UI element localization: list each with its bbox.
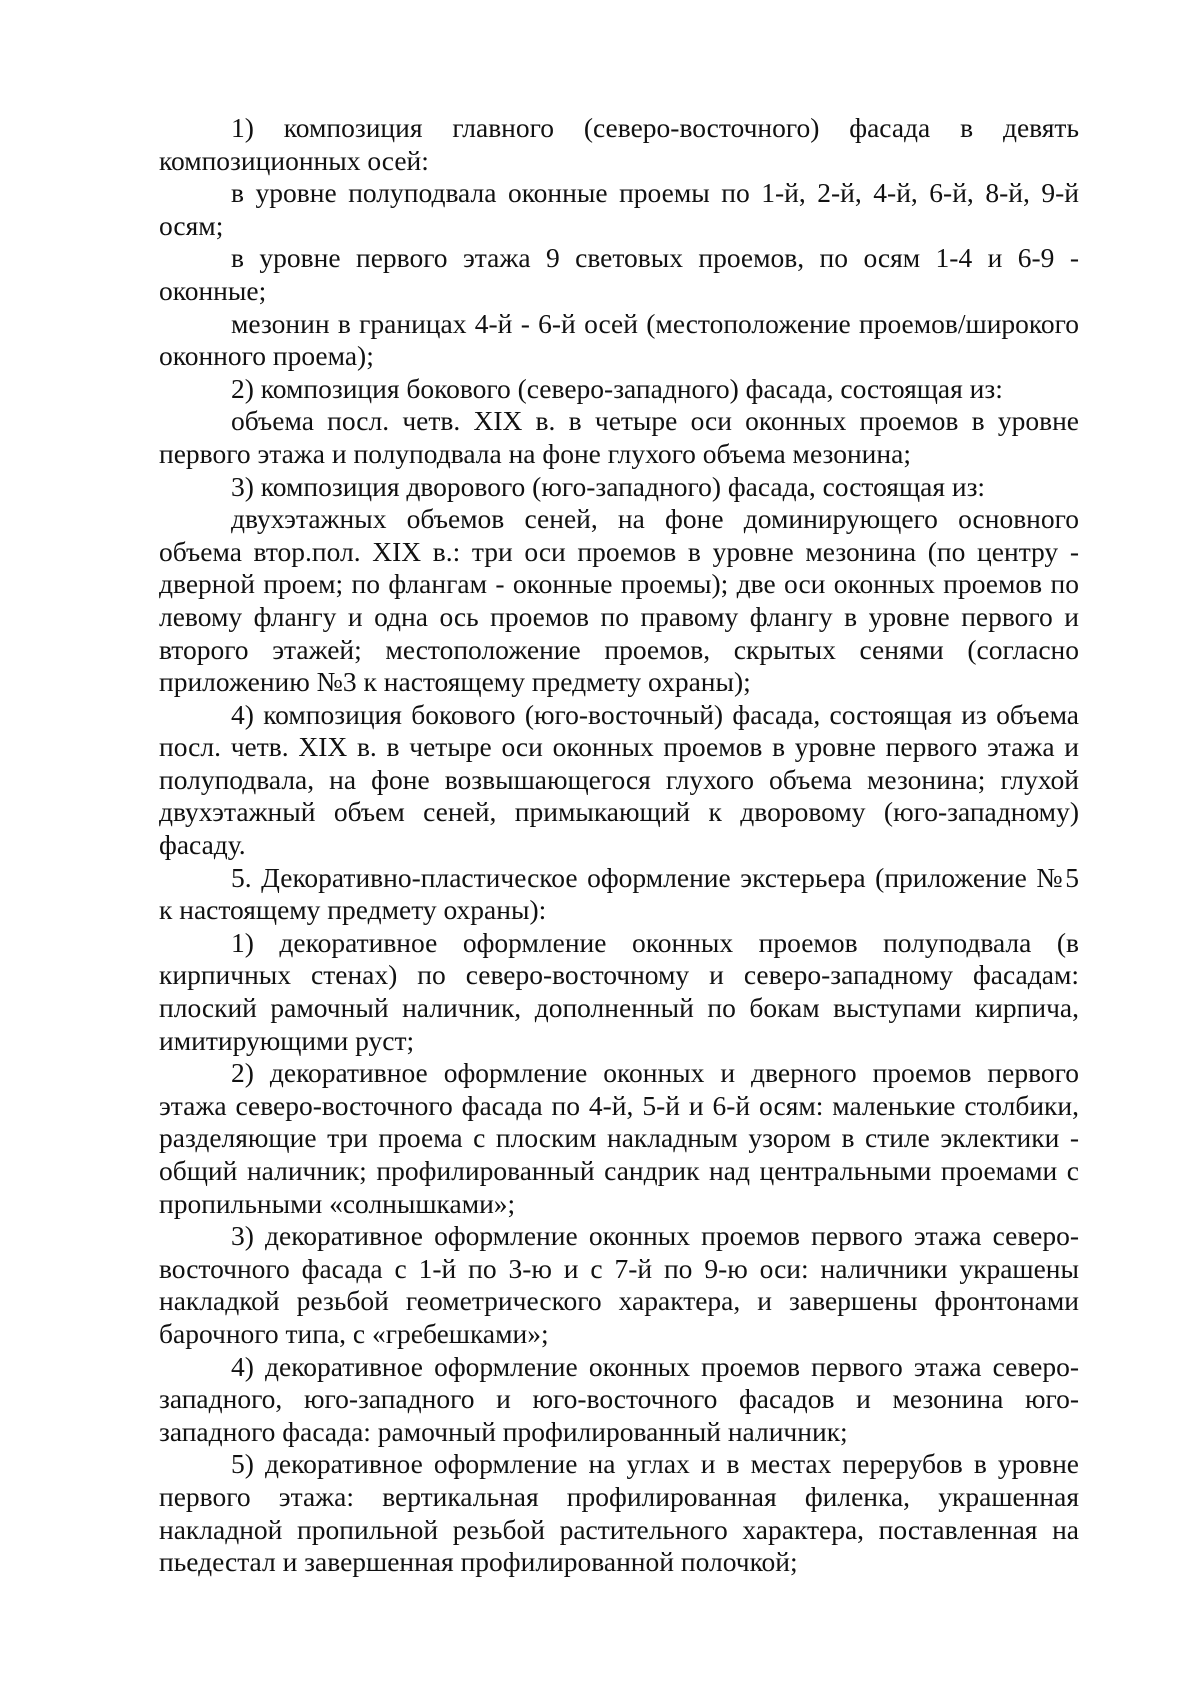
paragraph-facade-composition-3: 3) композиция дворового (юго-западного) фасада, состоящая из: [231, 470, 986, 502]
paragraph-decor-3: 3) декоративное оформление оконных проемов первого этажа северо-восточного фасада с 1-й по 3-ю и с 7-й по 9-ю оси: наличники украшены накладкой резьбой геометрического характера, и завершены фронтонами барочного типа, с «гребешками»; [159, 1220, 1079, 1349]
paragraph-decorative-exterior: 5. Декоративно-пластическое оформление экстерьера (приложение №5 к настоящему предмету охраны): [159, 861, 1079, 926]
paragraph-facade-composition-4: 4) композиция бокового (юго-восточный) фасада, состоящая из объема посл. четв. XIX в. в четыре оси оконных проемов в уровне первого этажа и полуподвала, на фоне возвышающегося глухого объема мезонина; глухой двухэтажный объем сеней, примыкающий к дворовому (юго-западному) фасаду. [159, 698, 1079, 861]
paragraph-facade-composition-1: 1) композиция главного (северо-восточного) фасада в девять композиционных осей: [159, 112, 1079, 176]
paragraph-decor-2: 2) декоративное оформление оконных и дверного проемов первого этажа северо-восточного фасада по 4-й, 5-й и 6-й осям: маленькие столбики, разделяющие три проема с плоским накладным узором в стиле эклектики - общий наличник; профилированный сандрик над центральными проемами с пропильными «солнышками»; [159, 1057, 1079, 1219]
paragraph-two-storey-porches: двухэтажных объемов сеней, на фоне доминирующего основного объема втор.пол. XIX в.: три оси проемов в уровне мезонина (по центру - дверной проем; по флангам - оконные проемы); две оси оконных проемов по левому флангу и одна ось проемов по правому флангу в уровне первого и второго этажей; местоположение проемов, скрытых сенями (согласно приложению №3 к настоящему предмету охраны); [159, 503, 1079, 698]
paragraph-mezzanine: мезонин в границах 4-й - 6-й осей (местоположение проемов/широкого оконного проема); [159, 307, 1079, 372]
paragraph-decor-1: 1) декоративное оформление оконных проемов полуподвала (в кирпичных стенах) по северо-восточному и северо-западному фасадам: плоский рамочный наличник, дополненный по бокам выступами кирпича, имитирующими руст; [159, 926, 1079, 1056]
paragraph-decor-4: 4) декоративное оформление оконных проемов первого этажа северо-западного, юго-западного и юго-восточного фасадов и мезонина юго-западного фасада: рамочный профилированный наличник; [159, 1350, 1079, 1447]
paragraph-facade-composition-2: 2) композиция бокового (северо-западного) фасада, состоящая из: [231, 372, 1003, 404]
paragraph-semi-basement-openings: в уровне полуподвала оконные проемы по 1-й, 2-й, 4-й, 6-й, 8-й, 9-й осям; [159, 177, 1079, 241]
paragraph-first-floor-openings: в уровне первого этажа 9 световых проемов, по осям 1-4 и 6-9 - оконные; [159, 242, 1079, 306]
paragraph-side-volume: объема посл. четв. XIX в. в четыре оси оконных проемов в уровне первого этажа и полуподвала на фоне глухого объема мезонина; [159, 405, 1079, 469]
document-page [159, 112, 1079, 1579]
paragraph-decor-5: 5) декоративное оформление на углах и в местах перерубов в уровне первого этажа: вертикальная профилированная филенка, украшенная накладной пропильной резьбой растительного характера, поставленная на пьедестал и завершенная профилированной полочкой; [159, 1448, 1079, 1578]
